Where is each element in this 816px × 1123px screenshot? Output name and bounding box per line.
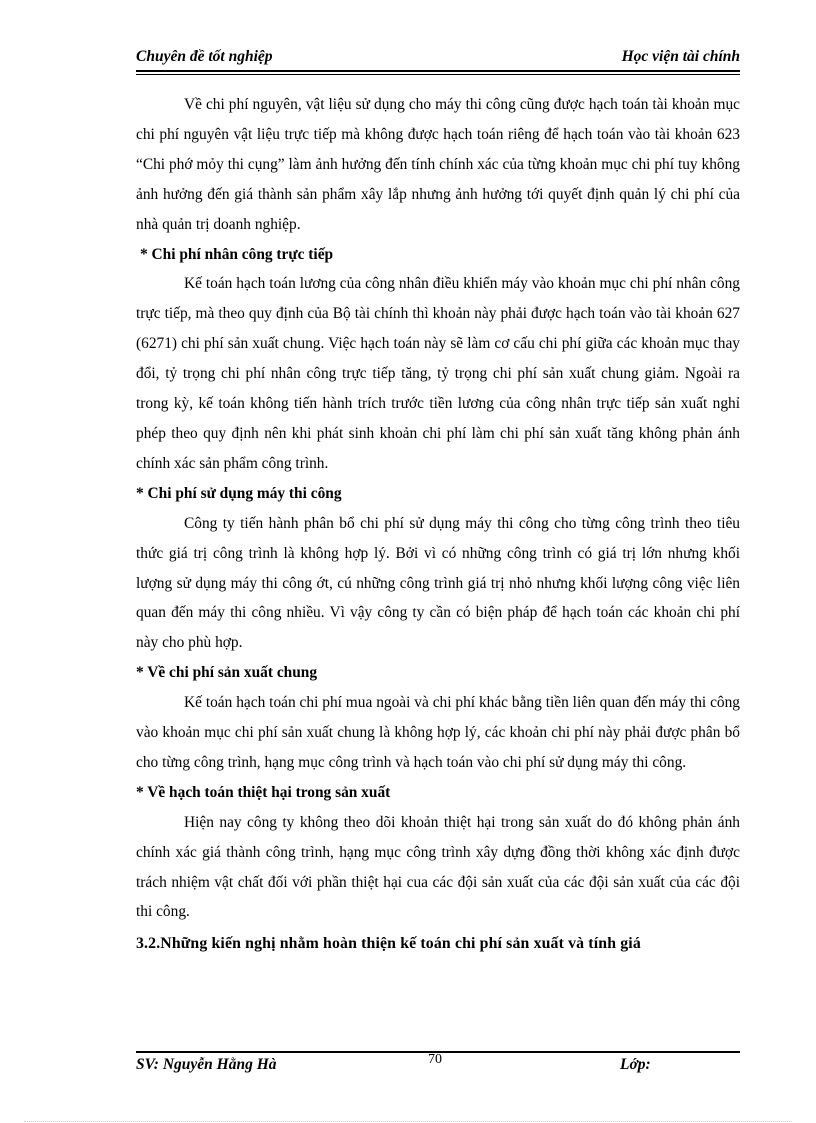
page-body	[136, 90, 740, 959]
heading-general-production: * Về chi phí sản xuất chung	[136, 664, 318, 682]
paragraph-production-losses: Hiện nay công ty không theo dõi khoản thiệt hại trong sản xuất do đó không phản ánh chính xác giá thành công trình, hạng mục công trình xây dựng đồng thời không xác định được trách nhiệm vật chất đối với phần thiệt hại cua các đội sản xuất của các đội sản xuất của các đội thi công.	[136, 813, 740, 921]
header-rule	[136, 70, 740, 72]
page-number: 70	[428, 1052, 442, 1067]
paragraph-general-production: Kế toán hạch toán chi phí mua ngoài và chi phí khác bằng tiền liên quan đến máy thi công vào khoản mục chi phí sản xuất chung là không hợp lý, các khoản chi phí này phải được phân bổ cho từng công trình, hạng mục công trình và hạch toán vào chi phí sử dụng máy thi công.	[136, 694, 740, 771]
heading-production-losses: * Về hạch toán thiệt hại trong sản xuất	[136, 783, 391, 801]
footer-student-name: SV: Nguyễn Hằng Hà	[136, 1056, 277, 1073]
header-rule-thin	[136, 74, 740, 75]
header-thesis-title: Chuyên đề tốt nghiệp	[136, 48, 273, 65]
paragraph-machine-costs: Công ty tiến hành phân bổ chi phí sử dụng máy thi công cho từng công trình theo tiêu thức giá trị công trình là không hợp lý. Bởi vì có những công trình có giá trị lớn nhưng khối lượng sử dụng máy thi công ớt, cú những công trình giá trị nhỏ nhưng khối lượng công việc liên quan đến máy thi công nhiều. Vì vậy công ty cần có biện pháp để hạch toán các khoản chi phí này cho phù hợp.	[136, 514, 740, 652]
page-bottom-border	[24, 1121, 792, 1122]
heading-machine-costs: * Chi phí sử dụng máy thi công	[136, 484, 342, 502]
section-heading-3-2: 3.2.Những kiến nghị nhằm hoàn thiện kế toán chi phí sản xuất và tính giá	[136, 935, 641, 953]
heading-direct-labor: * Chi phí nhân công trực tiếp	[140, 245, 334, 263]
paragraph-material-costs: Về chi phí nguyên, vật liệu sử dụng cho máy thi công cũng được hạch toán tài khoản mục chi phí nguyên vật liệu trực tiếp mà không được hạch toán riêng để hạch toán vào tài khoản 623 “Chi phớ mỏy thi cụng” làm ảnh hưởng đến tính chính xác của từng khoản mục chi phí tuy không ảnh hưởng đến giá thành sản phẩm xây lắp nhưng ảnh hưởng tới quyết định quản lý chi phí của nhà quản trị doanh nghiệp.	[136, 96, 740, 233]
paragraph-direct-labor: Kế toán hạch toán lương của công nhân điều khiển máy vào khoản mục chi phí nhân công trực tiếp, mà theo quy định của Bộ tài chính thì khoản này phải được hạch toán vào tài khoản 627 (6271) chi phí sản xuất chung. Việc hạch toán này sẽ làm cơ cấu chi phí giữa các khoản mục thay đổi, tỷ trọng chi phí nhân công trực tiếp tăng, tỷ trọng chi phí sản xuất chung giảm. Ngoài ra trong kỳ, kế toán không tiến hành trích trước tiền lương của công nhân trực tiếp sản xuất nghỉ phép theo quy định nên khi phát sinh khoản chi phí làm chi phí sản xuất tăng không phản ánh chính xác sản phẩm công trình.	[136, 275, 740, 472]
page-header	[136, 48, 740, 72]
header-institution: Học viện tài chính	[621, 48, 740, 65]
page-footer	[136, 1054, 740, 1078]
footer-class-label: Lớp:	[620, 1056, 651, 1073]
